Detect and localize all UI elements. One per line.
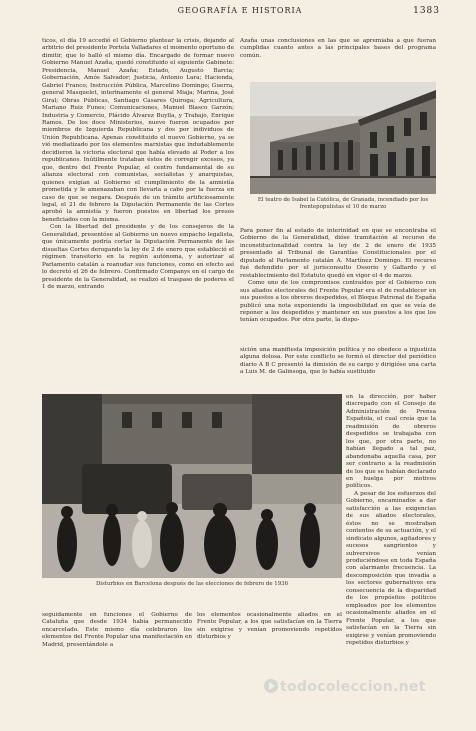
- paragraph: A pesar de los esfuerzos del Gobierno, encaminados a dar satisfacción a las exigencias de sus aliados electorales, éstos no se mostraban contentos de su actuación, y el sindicato algunos, agitadores y sucesos sangrientos y subversivos venían produciéndose en toda España con alarmante frecuencia. La descomposición que invadía a los sectores gubernativos era consecuencia de la disparidad de los propósitos políticos empleados por los elementos ocasionalmente aliados en el Frente Popular, a los que satisfacían en la Tierra sin exigirse y venían promoviendo repetidos disturbios y: [346, 490, 436, 646]
- column-right-middle-text: [240, 228, 436, 347]
- paragraph: seguidamente en funciones el Gobierno de Cataluña que desde 1934 había permanecido encarcelado. Este mismo día celebraron los elementos del Frente Popular una manifestación en Madrid, presentándole a: [42, 612, 192, 648]
- theater-caption: El teatro de Isabel la Católica, de Granada, incendiado por los frentepopulistas el 10 de marzo: [257, 197, 429, 210]
- bottom-left-text: [42, 612, 192, 664]
- watermark: [264, 679, 464, 697]
- barcelona-disturbances-image: [42, 394, 342, 578]
- watermark-text: todocoleccion.net: [280, 679, 426, 695]
- street-photo: [42, 394, 342, 578]
- column-narrow-right-text: [346, 394, 436, 646]
- page-header: [40, 6, 440, 20]
- paragraph: Azaña unas conclusiones en las que se apremiaba a que fueran cumplidas cuanto antes a las principales bases del programa común.: [240, 38, 436, 59]
- street-caption: Disturbios en Barcelona después de las elecciones de febrero de 1936: [95, 581, 289, 587]
- paragraph: Con la libertad del presidente y de los consejeros de la Generalidad, presentóse al Gobierno un nuevo empacho legalista, que únicamente podría cortar la Diputación Permanente de las disueltas Cortes derogando la ley de 2 de enero que estableció el régimen transitorio en la región autónoma, y autorizar al Parlamento catalán a reanudar sus funciones, como en efecto así lo decretó el 26 de febrero. Confirmado Companys en el cargo de presidente de la Generalidad, se realizó el traspaso de poderes el 1 de marzo, entrando: [42, 224, 234, 290]
- paragraph: ticos, el día 19 accedió el Gobierno plantear la crisis, dejando al arbitrio del presidente Portela Valladares el momento oportuno de dimitir, que lo halló el mismo día. Encargado de formar nuevo Gobierno Manuel Azaña, quedó constituido el siguiente Gabinete: Presidencia, Manuel Azaña; Estado, Augusto Barcia; Gobernación, Amós Salvador; Justicia, Antonio Lara; Hacienda, Gabriel Franco; Instrucción Pública, Marcelino Domingo; Guerra, general Masquelet, interinamente el general Miaja; Marina, José Giral; Obras Públicas, Santiago Casares Quiroga; Agricultura, Mariano Ruiz Funes; Comunicaciones, Manuel Blasco Garzón; Industria y Comercio, Plácido Álvarez Buylla, y Trabajo, Enrique Ramos. De los doce Ministerios, nueve fueron ocupados por miembros de Izquierda Republicana y dos por individuos de Unión Republicana. Apenas constituido el nuevo Gobierno, ya se vió mediatizado por los elementos marxistas que indudablemente decidieron la victoria electoral que había elevado al Poder a los republicanos. Inútilmente trataban éstos de corregir excesos, ya que, dentro del Frente Popular, el centro fundamental de su alianza electoral con comunistas, socialistas y anarquistas, quienes exigían al Gobierno el cumplimiento de la amnistía prometida y le amenazaban con llevarla a cabo por la fuerza en caso de que se negara. Después de un trámite artificiosamente legal, el 21 de febrero la Diputación Permanente de las Cortes aprobó la amnistía y fueron puestos en libertad los presos beneficiados con la misma.: [42, 38, 234, 223]
- column-right-top-text: [240, 38, 436, 78]
- paragraph: Como uno de los compromisos contraídos por el Gobierno con sus aliados electorales del Frente Popular era el de restablecer en sus puestos a los obreros despedidos, el Bloque Patronal de España publicó una nota exponiendo la imposibilidad en que se veía de reponer a los despedidos y mantener en sus puestos a los que los tenían ocupados. Por otra parte, la dispo-: [240, 280, 436, 324]
- paragraph: en la dirección, por haber discrepado con el Consejo de Administración de Prensa Española, el cual creía que la readmisión de obreros despedidos se trabajaba con los que, por otra parte, no habían llegado a tal paz, abandonaba aquella casa, por ser contrario a la readmisión de los que se habían declarado en huelga por motivos políticos.: [346, 394, 436, 490]
- paragraph: Para poner fin al estado de interinidad en que se encontraba el Gobierno de la Generalidad, dióse tramitación al recurso de inconstitucionalidad contra la ley de 2 de enero de 1935 presentado al Tribunal de Garantías Constitucionales por el diputado al Parlamento catalán A. Martínez Domingo. El recurso fué defendido por el jurisconsulto Ossorio y Gallardo y el restablecimiento del Estatuto quedó en vigor el 4 de marzo.: [240, 228, 436, 279]
- running-title: GEOGRAFÍA E HISTORIA: [177, 6, 303, 15]
- column-left-text: [42, 38, 234, 381]
- theater-photo: [250, 82, 436, 194]
- paragraph: sición una manifiesta imposición política y no obedece a injusticia alguna dolosa. Por este conflicto se formó el director del periódico diario A B C presentó la dimisión de su cargo y dirigióse una carta a Luis M. de Galinsoga, que lo había sustituido: [240, 347, 436, 376]
- play-icon: [264, 679, 278, 693]
- page-number: 1383: [413, 6, 440, 16]
- column-right-continuation: [240, 347, 436, 385]
- bottom-middle-text: [197, 612, 342, 664]
- theater-building-image: [250, 82, 436, 194]
- paragraph: los elementos ocasionalmente aliados en el Frente Popular, a los que satisfacían en la Tierra sin exigirse y venían promoviendo repetidos disturbios y: [197, 612, 342, 641]
